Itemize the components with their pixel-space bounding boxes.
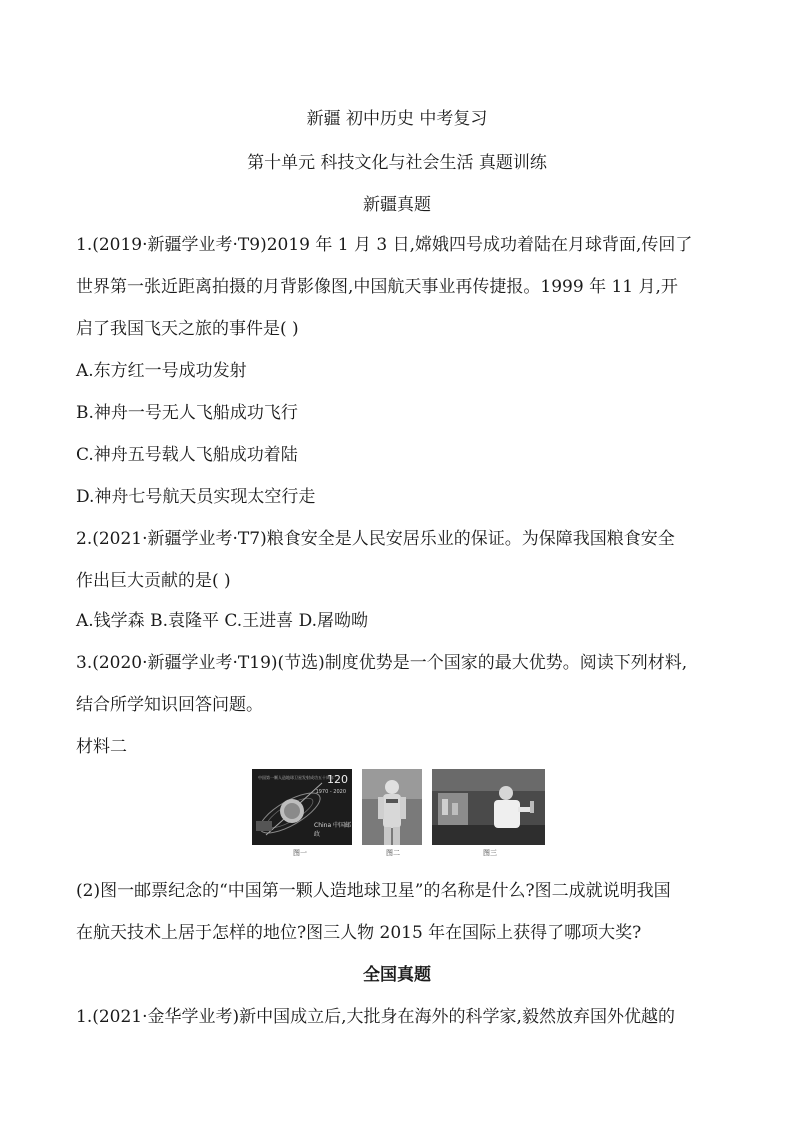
q1-stem-line1: 1.(2019·新疆学业考·T9)2019 年 1 月 3 日,嫦娥四号成功着陆在月球背面,传回了 <box>76 235 693 255</box>
section-title-xinjiang: 新疆真题 <box>363 195 431 215</box>
q1-option-a: A.东方红一号成功发射 <box>76 361 247 381</box>
q1-stem-line2: 世界第一张近距离拍摄的月背影像图,中国航天事业再传捷报。1999 年 11 月,开 <box>76 277 678 297</box>
q2-stem-line1: 2.(2021·新疆学业考·T7)粮食安全是人民安居乐业的保证。为保障我国粮食安全 <box>76 529 675 549</box>
figure-1-stamp-image <box>252 769 352 845</box>
figure-3-scientist-image <box>432 769 545 845</box>
figure-2-caption: 图二 <box>386 849 400 857</box>
q3-sub2-line2: 在航天技术上居于怎样的地位?图三人物 2015 年在国际上获得了哪项大奖? <box>76 923 642 943</box>
national-q1-line1: 1.(2021·金华学业考)新中国成立后,大批身在海外的科学家,毅然放弃国外优越的 <box>76 1007 675 1027</box>
stamp-number: 120 <box>327 773 348 786</box>
q1-stem-line3: 启了我国飞天之旅的事件是( ) <box>76 319 299 339</box>
section-title-national: 全国真题 <box>363 965 431 985</box>
unit-title: 第十单元 科技文化与社会生活 真题训练 <box>247 153 547 173</box>
q1-option-d: D.神舟七号航天员实现太空行走 <box>76 487 316 507</box>
stamp-years: 1970 - 2020 <box>315 789 346 795</box>
q1-option-c: C.神舟五号载人飞船成功着陆 <box>76 445 298 465</box>
astronaut-illustration <box>362 769 422 845</box>
q3-stem-line1: 3.(2020·新疆学业考·T19)(节选)制度优势是一个国家的最大优势。阅读下列材料, <box>76 653 688 673</box>
q1-option-b: B.神舟一号无人飞船成功飞行 <box>76 403 298 423</box>
q2-options: A.钱学森 B.袁隆平 C.王进喜 D.屠呦呦 <box>76 611 369 631</box>
figure-1-caption: 图一 <box>293 849 307 857</box>
q3-stem-line2: 结合所学知识回答问题。 <box>76 695 263 715</box>
material-label: 材料二 <box>76 737 127 757</box>
figure-2-astronaut-image <box>362 769 422 845</box>
doc-subject-title: 新疆 初中历史 中考复习 <box>306 109 488 129</box>
stamp-postmark: China 中国邮政 <box>314 822 352 838</box>
q2-stem-line2: 作出巨大贡献的是( ) <box>76 571 231 591</box>
figure-3-caption: 图三 <box>483 849 497 857</box>
stamp-subtitle: 中国第一颗人造地球卫星发射成功五十周年 <box>258 775 334 780</box>
q3-sub2-line1: (2)图一邮票纪念的“中国第一颗人造地球卫星”的名称是什么?图二成就说明我国 <box>76 881 671 901</box>
laboratory-illustration <box>432 769 545 845</box>
